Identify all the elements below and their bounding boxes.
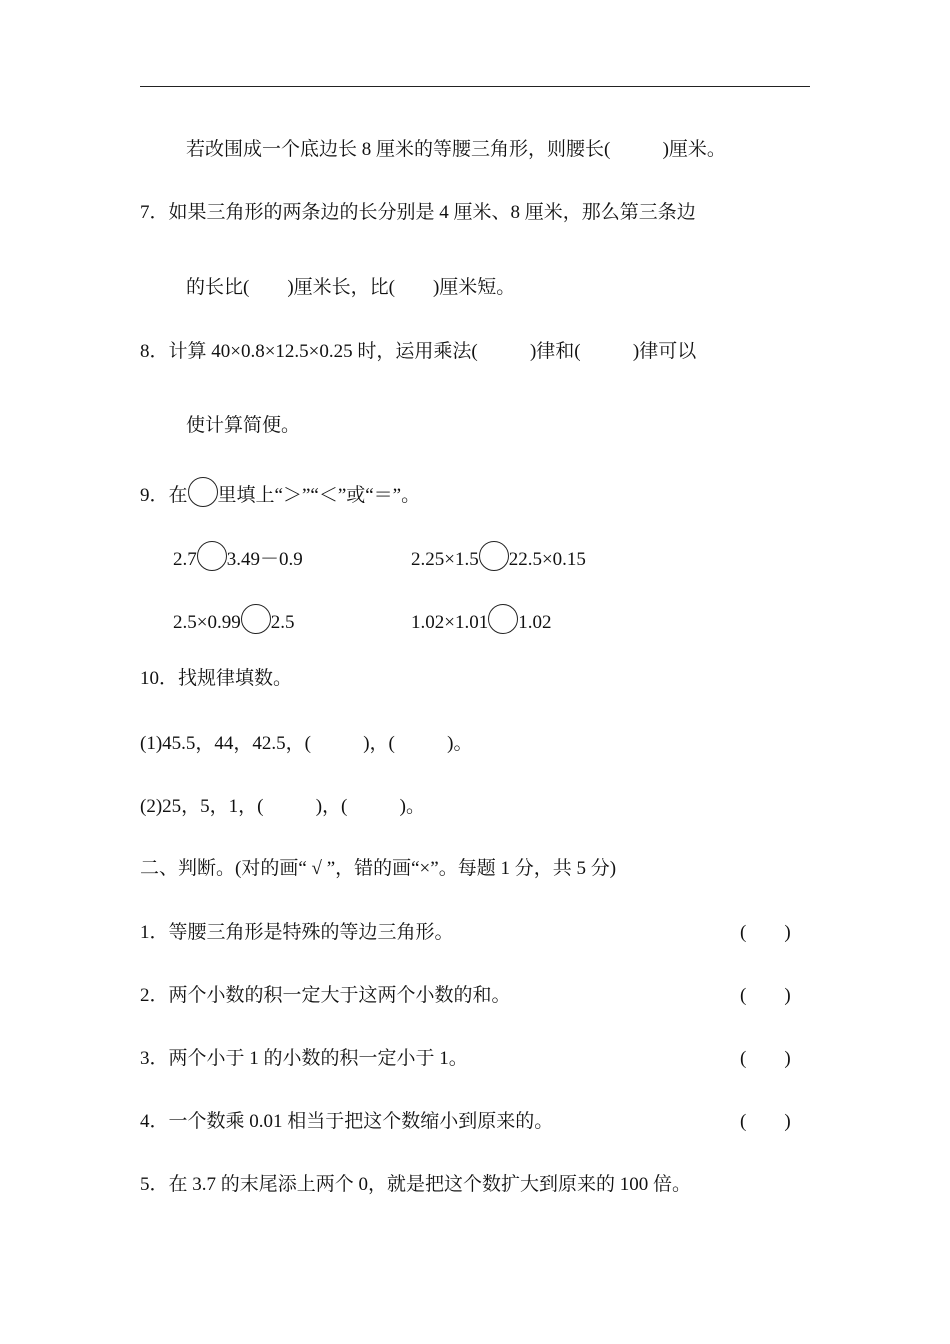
q9-item-2 [411, 541, 586, 572]
q9-item-1-left: 2.7 [173, 549, 197, 570]
q9-item-1-right: 3.49－0.9 [226, 549, 303, 570]
answer-circle-icon[interactable] [488, 604, 518, 634]
q9-item-3-left: 2.5×0.99 [173, 612, 241, 633]
q9-item-4-right: 1.02 [518, 612, 552, 633]
q9-item-4-left: 1.02×1.01 [411, 612, 489, 633]
judge-3-answer[interactable]: ( ) [740, 1048, 791, 1069]
judge-2-answer[interactable]: ( ) [740, 985, 791, 1006]
q10-title: 10．找规律填数。 [140, 668, 293, 689]
q7-line1: 7．如果三角形的两条边的长分别是 4 厘米、8 厘米，那么第三条边 [140, 202, 696, 223]
compare-circle-icon [188, 477, 218, 507]
q9-item-3-right: 2.5 [270, 612, 295, 633]
q9-item-2-right: 22.5×0.15 [508, 549, 586, 570]
q9-item-4 [411, 604, 551, 635]
header-rule [140, 86, 810, 87]
judge-4-answer[interactable]: ( ) [740, 1111, 791, 1132]
q9-item-2-left: 2.25×1.5 [411, 549, 479, 570]
q10-part-1: (1)45.5，44，42.5，( )，( )。 [140, 733, 473, 754]
answer-circle-icon[interactable] [197, 541, 227, 571]
judge-2: 2．两个小数的积一定大于这两个小数的和。 [140, 985, 511, 1006]
judge-1-answer[interactable]: ( ) [740, 922, 791, 943]
judge-3: 3．两个小于 1 的小数的积一定小于 1。 [140, 1048, 468, 1069]
answer-circle-icon[interactable] [479, 541, 509, 571]
judge-4: 4．一个数乘 0.01 相当于把这个数缩小到原来的。 [140, 1111, 554, 1132]
judge-5: 5．在 3.7 的末尾添上两个 0，就是把这个数扩大到原来的 100 倍。 [140, 1174, 692, 1195]
answer-circle-icon[interactable] [241, 604, 271, 634]
q9-instruction [140, 477, 420, 508]
q9-suffix: 里填上“＞”“＜”或“＝”。 [217, 485, 421, 506]
q9-prefix: 9．在 [140, 485, 188, 506]
section-2-heading: 二、判断。(对的画“ √ ”，错的画“×”。每题 1 分，共 5 分) [140, 858, 617, 879]
q8-line1: 8．计算 40×0.8×12.5×0.25 时，运用乘法( )律和( )律可以 [140, 341, 697, 362]
q7-line2: 的长比( )厘米长，比( )厘米短。 [186, 277, 516, 298]
q10-part-2: (2)25，5，1，( )，( )。 [140, 796, 425, 817]
q8-line2: 使计算简便。 [186, 415, 301, 436]
q6-continuation: 若改围成一个底边长 8 厘米的等腰三角形，则腰长( )厘米。 [186, 139, 726, 160]
q9-item-1 [173, 541, 303, 572]
q9-item-3 [173, 604, 294, 635]
judge-1: 1．等腰三角形是特殊的等边三角形。 [140, 922, 454, 943]
